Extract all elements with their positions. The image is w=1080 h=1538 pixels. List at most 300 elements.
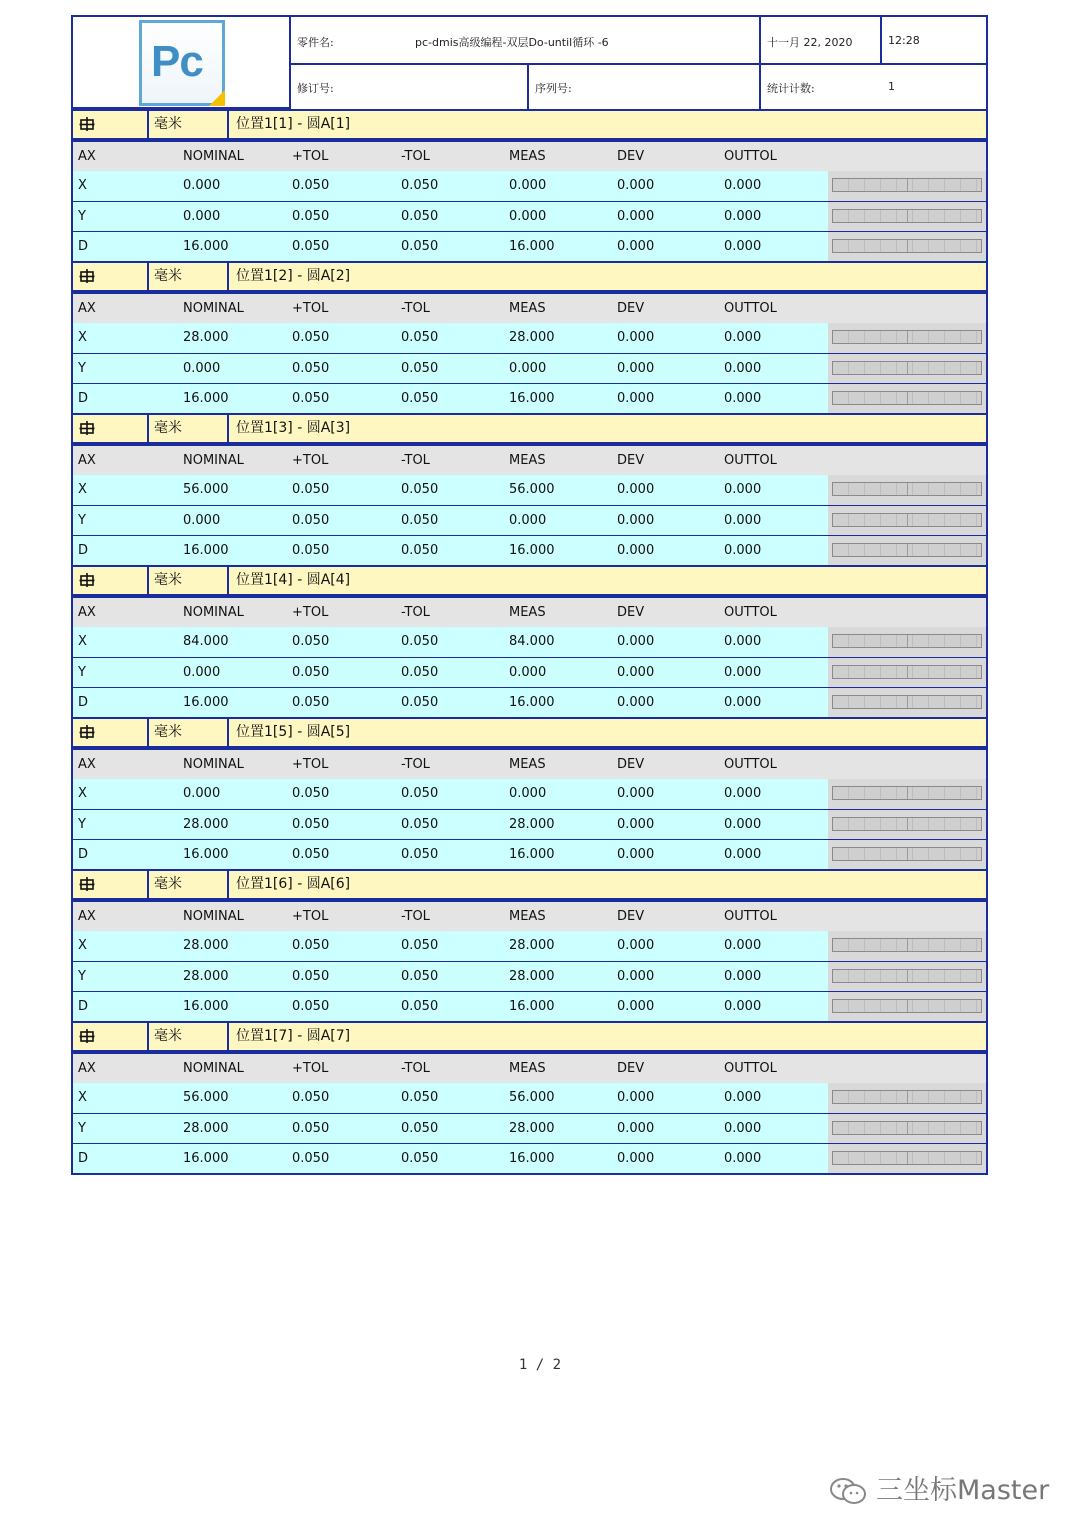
cell-ptol: 0.050 xyxy=(292,482,330,497)
cell-ptol: 0.050 xyxy=(292,330,330,345)
feature-unit: 毫米 xyxy=(149,415,229,442)
table-row xyxy=(73,1143,986,1173)
cell-dev: 0.000 xyxy=(617,847,655,862)
cell-ax: X xyxy=(78,330,87,345)
column-header: AX xyxy=(78,605,96,620)
cell-mtol: 0.050 xyxy=(401,482,439,497)
column-header: NOMINAL xyxy=(183,149,244,164)
cell-outtol: 0.000 xyxy=(724,1090,762,1105)
cell-meas: 28.000 xyxy=(509,817,555,832)
position-icon xyxy=(79,876,95,892)
feature-name: 位置1[3] - 圆A[3] xyxy=(236,420,351,436)
cell-nominal: 28.000 xyxy=(183,817,229,832)
deviation-bar-center xyxy=(907,514,908,526)
cell-meas: 16.000 xyxy=(509,999,555,1014)
column-header: NOMINAL xyxy=(183,605,244,620)
data-rows xyxy=(73,1083,986,1173)
table-row xyxy=(73,231,986,261)
table-row xyxy=(73,353,986,383)
deviation-graph-cell xyxy=(828,232,986,261)
cell-meas: 0.000 xyxy=(509,665,547,680)
feature-type-cell xyxy=(73,871,149,898)
cell-mtol: 0.050 xyxy=(401,330,439,345)
stats-cell xyxy=(761,65,986,109)
cell-nominal: 0.000 xyxy=(183,513,221,528)
cell-outtol: 0.000 xyxy=(724,665,762,680)
column-header: +TOL xyxy=(292,757,329,772)
cell-outtol: 0.000 xyxy=(724,239,762,254)
column-header: -TOL xyxy=(401,1061,430,1076)
cell-mtol: 0.050 xyxy=(401,391,439,406)
cell-mtol: 0.050 xyxy=(401,1090,439,1105)
cell-ax: X xyxy=(78,1090,87,1105)
deviation-graph-cell xyxy=(828,962,986,991)
cell-dev: 0.000 xyxy=(617,695,655,710)
column-header: -TOL xyxy=(401,757,430,772)
deviation-bar-center xyxy=(907,392,908,404)
cell-dev: 0.000 xyxy=(617,786,655,801)
deviation-bar xyxy=(832,969,982,983)
cell-outtol: 0.000 xyxy=(724,786,762,801)
deviation-graph-cell xyxy=(828,779,986,809)
deviation-bar xyxy=(832,786,982,800)
column-header: NOMINAL xyxy=(183,1061,244,1076)
column-header-row xyxy=(73,294,986,323)
position-icon xyxy=(79,1028,95,1044)
cell-outtol: 0.000 xyxy=(724,847,762,862)
feature-header xyxy=(71,1023,988,1052)
deviation-bar xyxy=(832,634,982,648)
column-header: NOMINAL xyxy=(183,301,244,316)
cell-outtol: 0.000 xyxy=(724,999,762,1014)
feature-header xyxy=(71,567,988,596)
feature-table xyxy=(71,748,988,871)
cell-meas: 28.000 xyxy=(509,1121,555,1136)
watermark xyxy=(828,1471,1068,1511)
cell-nominal: 16.000 xyxy=(183,1151,229,1166)
cell-meas: 84.000 xyxy=(509,634,555,649)
cell-ax: X xyxy=(78,938,87,953)
cell-meas: 16.000 xyxy=(509,391,555,406)
deviation-bar xyxy=(832,330,982,344)
cell-nominal: 0.000 xyxy=(183,178,221,193)
table-row xyxy=(73,171,986,201)
cell-dev: 0.000 xyxy=(617,1121,655,1136)
table-row xyxy=(73,323,986,353)
report xyxy=(71,15,988,1175)
table-row xyxy=(73,1083,986,1113)
feature-type-cell xyxy=(73,719,149,746)
data-rows xyxy=(73,931,986,1021)
deviation-bar xyxy=(832,239,982,253)
cell-outtol: 0.000 xyxy=(724,391,762,406)
deviation-bar xyxy=(832,695,982,709)
cell-ax: D xyxy=(78,239,89,254)
cell-dev: 0.000 xyxy=(617,330,655,345)
data-rows xyxy=(73,475,986,565)
deviation-graph-cell xyxy=(828,627,986,657)
cell-ax: D xyxy=(78,543,89,558)
deviation-graph-cell xyxy=(828,840,986,869)
graph-header xyxy=(828,446,986,475)
cell-ptol: 0.050 xyxy=(292,634,330,649)
deviation-bar xyxy=(832,938,982,952)
cell-mtol: 0.050 xyxy=(401,665,439,680)
cell-mtol: 0.050 xyxy=(401,817,439,832)
cell-outtol: 0.000 xyxy=(724,817,762,832)
column-header: MEAS xyxy=(509,757,546,772)
feature-header xyxy=(71,263,988,292)
data-rows xyxy=(73,323,986,413)
cell-ptol: 0.050 xyxy=(292,786,330,801)
data-rows xyxy=(73,627,986,717)
cell-mtol: 0.050 xyxy=(401,1151,439,1166)
cell-meas: 28.000 xyxy=(509,969,555,984)
cell-dev: 0.000 xyxy=(617,482,655,497)
cell-ptol: 0.050 xyxy=(292,209,330,224)
table-row xyxy=(73,809,986,839)
cell-ax: Y xyxy=(78,209,86,224)
page-number: 1 / 2 xyxy=(518,1357,562,1373)
column-header: OUTTOL xyxy=(724,301,777,316)
cell-dev: 0.000 xyxy=(617,1090,655,1105)
logo-text: Pc xyxy=(151,37,203,86)
cell-dev: 0.000 xyxy=(617,239,655,254)
deviation-bar xyxy=(832,1090,982,1104)
column-header: DEV xyxy=(617,453,645,468)
feature-name: 位置1[2] - 圆A[2] xyxy=(236,268,351,284)
cell-outtol: 0.000 xyxy=(724,1121,762,1136)
column-header: DEV xyxy=(617,757,645,772)
cell-mtol: 0.050 xyxy=(401,847,439,862)
deviation-graph-cell xyxy=(828,992,986,1021)
deviation-graph-cell xyxy=(828,931,986,961)
feature-table xyxy=(71,140,988,263)
cell-mtol: 0.050 xyxy=(401,938,439,953)
cell-outtol: 0.000 xyxy=(724,361,762,376)
part-name-label: 零件名: xyxy=(297,36,334,49)
column-header: DEV xyxy=(617,909,645,924)
deviation-graph-cell xyxy=(828,171,986,201)
table-row xyxy=(73,475,986,505)
cell-ptol: 0.050 xyxy=(292,665,330,680)
feature-unit: 毫米 xyxy=(149,263,229,290)
deviation-bar-center xyxy=(907,210,908,222)
column-header: +TOL xyxy=(292,301,329,316)
cell-mtol: 0.050 xyxy=(401,513,439,528)
column-header: OUTTOL xyxy=(724,909,777,924)
column-header: AX xyxy=(78,1061,96,1076)
deviation-bar xyxy=(832,543,982,557)
cell-dev: 0.000 xyxy=(617,634,655,649)
feature-name: 位置1[5] - 圆A[5] xyxy=(236,724,351,740)
position-icon xyxy=(79,420,95,436)
cell-nominal: 16.000 xyxy=(183,999,229,1014)
cell-ptol: 0.050 xyxy=(292,695,330,710)
table-row xyxy=(73,839,986,869)
column-header: -TOL xyxy=(401,149,430,164)
cell-mtol: 0.050 xyxy=(401,209,439,224)
deviation-bar-center xyxy=(907,939,908,951)
deviation-bar xyxy=(832,1121,982,1135)
deviation-graph-cell xyxy=(828,1114,986,1143)
cell-meas: 0.000 xyxy=(509,361,547,376)
table-row xyxy=(73,657,986,687)
cell-nominal: 56.000 xyxy=(183,1090,229,1105)
table-row xyxy=(73,931,986,961)
cell-ax: D xyxy=(78,999,89,1014)
cell-ax: Y xyxy=(78,513,86,528)
cell-dev: 0.000 xyxy=(617,969,655,984)
cell-meas: 16.000 xyxy=(509,847,555,862)
cell-nominal: 0.000 xyxy=(183,786,221,801)
cell-dev: 0.000 xyxy=(617,999,655,1014)
report-time: 12:28 xyxy=(888,34,920,47)
feature-block xyxy=(71,415,988,567)
deviation-graph-cell xyxy=(828,1083,986,1113)
cell-meas: 16.000 xyxy=(509,1151,555,1166)
column-header: +TOL xyxy=(292,149,329,164)
feature-type-cell xyxy=(73,415,149,442)
cell-mtol: 0.050 xyxy=(401,695,439,710)
feature-type-cell xyxy=(73,567,149,594)
cell-ax: X xyxy=(78,786,87,801)
feature-table xyxy=(71,292,988,415)
cell-dev: 0.000 xyxy=(617,391,655,406)
cell-dev: 0.000 xyxy=(617,513,655,528)
cell-nominal: 16.000 xyxy=(183,847,229,862)
feature-type-cell xyxy=(73,1023,149,1050)
deviation-graph-cell xyxy=(828,688,986,717)
cell-ax: Y xyxy=(78,361,86,376)
column-header: OUTTOL xyxy=(724,453,777,468)
stats-label: 统计计数: xyxy=(767,82,815,95)
deviation-bar-center xyxy=(907,240,908,252)
cell-ptol: 0.050 xyxy=(292,178,330,193)
column-header: +TOL xyxy=(292,909,329,924)
cell-mtol: 0.050 xyxy=(401,543,439,558)
cell-meas: 16.000 xyxy=(509,695,555,710)
cell-dev: 0.000 xyxy=(617,361,655,376)
cell-ax: D xyxy=(78,1151,89,1166)
cell-meas: 56.000 xyxy=(509,1090,555,1105)
feature-name: 位置1[7] - 圆A[7] xyxy=(236,1028,351,1044)
cell-ax: Y xyxy=(78,1121,86,1136)
feature-block xyxy=(71,567,988,719)
deviation-bar xyxy=(832,361,982,375)
deviation-bar-center xyxy=(907,362,908,374)
deviation-bar-center xyxy=(907,787,908,799)
logo-cell xyxy=(73,17,291,109)
pc-dmis-logo xyxy=(139,20,225,106)
cell-ptol: 0.050 xyxy=(292,361,330,376)
cell-nominal: 84.000 xyxy=(183,634,229,649)
deviation-bar xyxy=(832,391,982,405)
cell-meas: 0.000 xyxy=(509,178,547,193)
column-header-row xyxy=(73,902,986,931)
position-icon xyxy=(79,268,95,284)
cell-outtol: 0.000 xyxy=(724,482,762,497)
cell-nominal: 0.000 xyxy=(183,361,221,376)
table-row xyxy=(73,383,986,413)
cell-nominal: 16.000 xyxy=(183,391,229,406)
feature-name: 位置1[6] - 圆A[6] xyxy=(236,876,351,892)
cell-ax: X xyxy=(78,482,87,497)
column-header-row xyxy=(73,1054,986,1083)
cell-nominal: 56.000 xyxy=(183,482,229,497)
part-name-cell xyxy=(291,17,761,65)
cell-ptol: 0.050 xyxy=(292,391,330,406)
column-header: AX xyxy=(78,149,96,164)
cell-ax: D xyxy=(78,847,89,862)
cell-meas: 0.000 xyxy=(509,786,547,801)
cell-dev: 0.000 xyxy=(617,178,655,193)
deviation-graph-cell xyxy=(828,658,986,687)
feature-header xyxy=(71,719,988,748)
part-name: pc-dmis高级编程-双层Do-until循环 -6 xyxy=(415,36,609,49)
cell-dev: 0.000 xyxy=(617,817,655,832)
table-row xyxy=(73,687,986,717)
serial-label: 序列号: xyxy=(535,82,572,95)
cell-outtol: 0.000 xyxy=(724,1151,762,1166)
column-header: MEAS xyxy=(509,909,546,924)
cell-ptol: 0.050 xyxy=(292,817,330,832)
feature-block xyxy=(71,263,988,415)
feature-name: 位置1[4] - 圆A[4] xyxy=(236,572,351,588)
deviation-bar-center xyxy=(907,1152,908,1164)
deviation-bar xyxy=(832,817,982,831)
graph-header xyxy=(828,294,986,323)
deviation-bar-center xyxy=(907,635,908,647)
cell-meas: 16.000 xyxy=(509,543,555,558)
table-row xyxy=(73,961,986,991)
deviation-bar xyxy=(832,999,982,1013)
cell-ptol: 0.050 xyxy=(292,1151,330,1166)
revision-label: 修订号: xyxy=(297,82,334,95)
column-header: -TOL xyxy=(401,453,430,468)
cell-dev: 0.000 xyxy=(617,665,655,680)
stats-value: 1 xyxy=(888,80,895,93)
cell-mtol: 0.050 xyxy=(401,786,439,801)
column-header: OUTTOL xyxy=(724,757,777,772)
cell-mtol: 0.050 xyxy=(401,361,439,376)
cell-mtol: 0.050 xyxy=(401,634,439,649)
column-header: DEV xyxy=(617,301,645,316)
cell-outtol: 0.000 xyxy=(724,513,762,528)
deviation-bar-center xyxy=(907,666,908,678)
column-header: AX xyxy=(78,301,96,316)
deviation-bar xyxy=(832,209,982,223)
column-header: MEAS xyxy=(509,453,546,468)
deviation-bar-center xyxy=(907,179,908,191)
column-header: DEV xyxy=(617,605,645,620)
feature-table xyxy=(71,1052,988,1175)
feature-unit: 毫米 xyxy=(149,719,229,746)
cell-dev: 0.000 xyxy=(617,543,655,558)
cell-ax: D xyxy=(78,695,89,710)
graph-header xyxy=(828,598,986,627)
feature-table xyxy=(71,444,988,567)
deviation-graph-cell xyxy=(828,475,986,505)
watermark-text: 三坐标Master xyxy=(876,1475,1050,1506)
report-date: 十一月 22, 2020 xyxy=(767,36,853,49)
cell-outtol: 0.000 xyxy=(724,938,762,953)
cell-outtol: 0.000 xyxy=(724,695,762,710)
deviation-bar xyxy=(832,847,982,861)
column-header: DEV xyxy=(617,149,645,164)
column-header: OUTTOL xyxy=(724,1061,777,1076)
column-header: MEAS xyxy=(509,301,546,316)
feature-header xyxy=(71,415,988,444)
column-header: -TOL xyxy=(401,301,430,316)
deviation-bar-center xyxy=(907,818,908,830)
graph-header xyxy=(828,142,986,171)
cell-nominal: 0.000 xyxy=(183,209,221,224)
cell-meas: 28.000 xyxy=(509,330,555,345)
column-header: MEAS xyxy=(509,149,546,164)
cell-ax: Y xyxy=(78,969,86,984)
cell-ptol: 0.050 xyxy=(292,543,330,558)
column-header: +TOL xyxy=(292,605,329,620)
graph-header xyxy=(828,1054,986,1083)
table-row xyxy=(73,779,986,809)
feature-header xyxy=(71,871,988,900)
cell-dev: 0.000 xyxy=(617,209,655,224)
feature-type-cell xyxy=(73,263,149,290)
cell-ax: Y xyxy=(78,665,86,680)
cell-nominal: 28.000 xyxy=(183,330,229,345)
cell-nominal: 28.000 xyxy=(183,938,229,953)
deviation-graph-cell xyxy=(828,810,986,839)
cell-outtol: 0.000 xyxy=(724,969,762,984)
column-header: NOMINAL xyxy=(183,909,244,924)
feature-table xyxy=(71,900,988,1023)
data-rows xyxy=(73,171,986,261)
cell-nominal: 16.000 xyxy=(183,695,229,710)
column-header: DEV xyxy=(617,1061,645,1076)
cell-outtol: 0.000 xyxy=(724,209,762,224)
cell-ptol: 0.050 xyxy=(292,513,330,528)
cell-nominal: 28.000 xyxy=(183,969,229,984)
graph-header xyxy=(828,750,986,779)
deviation-graph-cell xyxy=(828,354,986,383)
deviation-graph-cell xyxy=(828,1144,986,1173)
cell-meas: 16.000 xyxy=(509,239,555,254)
deviation-graph-cell xyxy=(828,323,986,353)
cell-ptol: 0.050 xyxy=(292,969,330,984)
deviation-bar xyxy=(832,482,982,496)
serial-cell xyxy=(529,65,761,109)
feature-list xyxy=(71,111,988,1175)
deviation-bar-center xyxy=(907,1000,908,1012)
deviation-bar-center xyxy=(907,544,908,556)
cell-outtol: 0.000 xyxy=(724,330,762,345)
cell-nominal: 0.000 xyxy=(183,665,221,680)
table-row xyxy=(73,1113,986,1143)
deviation-graph-cell xyxy=(828,506,986,535)
column-header-row xyxy=(73,750,986,779)
cell-ptol: 0.050 xyxy=(292,847,330,862)
deviation-bar xyxy=(832,178,982,192)
data-rows xyxy=(73,779,986,869)
cell-ptol: 0.050 xyxy=(292,938,330,953)
deviation-bar-center xyxy=(907,331,908,343)
time-cell xyxy=(882,17,986,65)
column-header: -TOL xyxy=(401,909,430,924)
deviation-bar xyxy=(832,1151,982,1165)
table-row xyxy=(73,991,986,1021)
column-header: +TOL xyxy=(292,453,329,468)
